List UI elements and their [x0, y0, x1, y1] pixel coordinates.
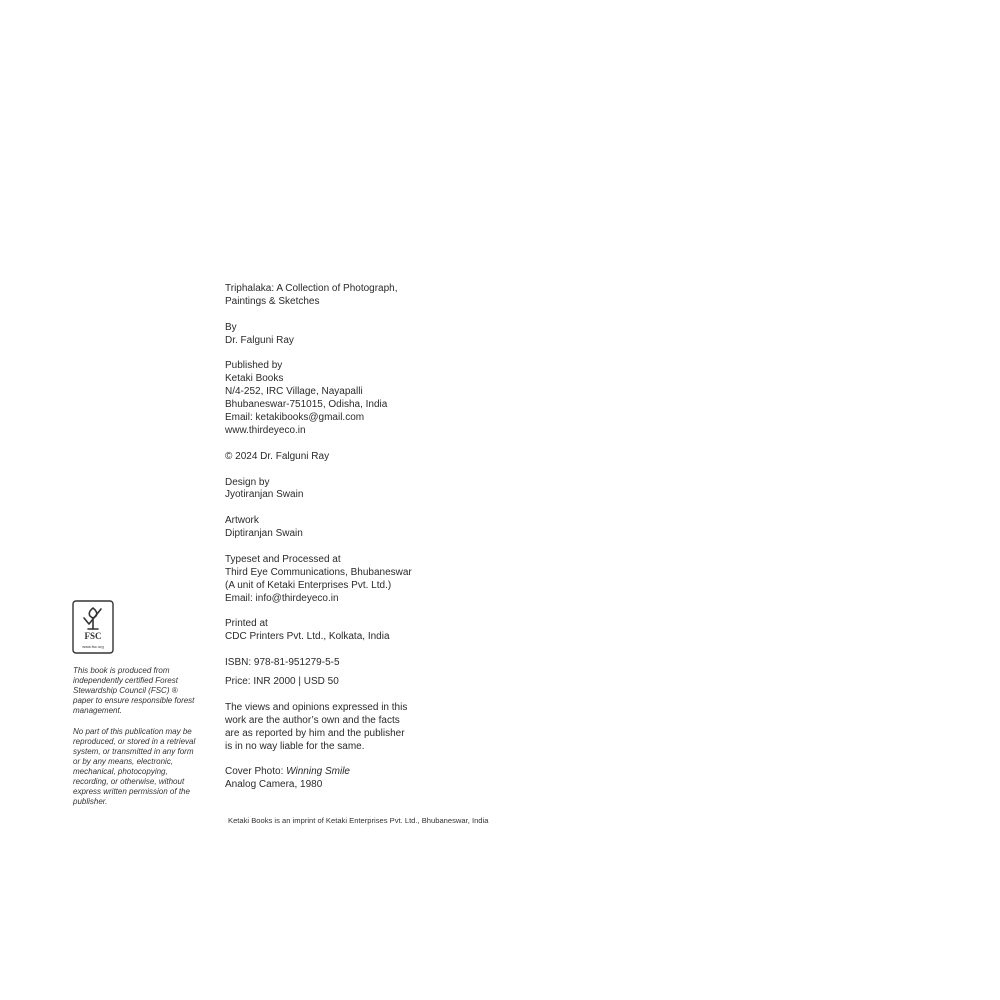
typeset-line-2: (A unit of Ketaki Enterprises Pvt. Ltd.) [225, 579, 392, 591]
rights-note: No part of this publication may be reproduced, or stored in a retrieval system, or transmitted in any form or by any means, electronic, mechanical, photocopying, recording, or otherwise, without express written permission of the publisher. [73, 726, 196, 807]
imprint-block [225, 283, 545, 792]
fsc-logo-label: FSC [84, 631, 102, 641]
book-title-line2: Paintings & Sketches [225, 295, 320, 307]
publisher-address-1: N/4-252, IRC Village, Nayapalli [225, 386, 363, 398]
publisher-address-2: Bhubaneswar-751015, Odisha, India [225, 399, 388, 411]
fsc-note: This book is produced from independently certified Forest Stewardship Council (FSC) ® paper to ensure responsible forest management. [73, 666, 195, 716]
fsc-logo-url: www.fsc.org [82, 644, 104, 649]
publisher-name: Ketaki Books [225, 373, 284, 385]
printed-label: Printed at [225, 618, 268, 630]
fsc-logo [72, 600, 114, 654]
disclaimer-line-4: is in no way liable for the same. [225, 740, 365, 752]
disclaimer-line-3: are as reported by him and the publisher [225, 727, 405, 739]
published-label: Published by [225, 360, 283, 372]
disclaimer-line-2: work are the author’s own and the facts [225, 714, 400, 726]
price-line: Price: INR 2000 | USD 50 [225, 676, 339, 688]
publisher-email: Email: ketakibooks@gmail.com [225, 412, 365, 424]
cover-photo-title: Winning Smile [286, 766, 350, 778]
printer-name: CDC Printers Pvt. Ltd., Kolkata, India [225, 631, 390, 643]
side-notes [73, 666, 198, 817]
artwork-label: Artwork [225, 515, 259, 527]
design-label: Design by [225, 476, 270, 488]
cover-photo-details: Analog Camera, 1980 [225, 779, 323, 791]
typeset-line-1: Third Eye Communications, Bhubaneswar [225, 566, 412, 578]
artist-name: Diptiranjan Swain [225, 528, 303, 540]
isbn-line: ISBN: 978-81-951279-5-5 [225, 657, 340, 669]
designer-name: Jyotiranjan Swain [225, 489, 304, 501]
typeset-email: Email: info@thirdeyeco.in [225, 592, 339, 604]
by-label: By [225, 321, 237, 333]
publisher-website: www.thirdeyeco.in [225, 424, 306, 436]
cover-photo-label: Cover Photo: [225, 766, 287, 778]
author-name: Dr. Falguni Ray [225, 334, 294, 346]
disclaimer-line-1: The views and opinions expressed in this [225, 701, 408, 713]
copyright-line: © 2024 Dr. Falguni Ray [225, 450, 330, 462]
cover-photo-line [225, 766, 545, 779]
fsc-tree-icon [84, 608, 101, 629]
book-title-line1: Triphalaka: A Collection of Photograph, [225, 283, 398, 294]
imprint-footer: Ketaki Books is an imprint of Ketaki Enterprises Pvt. Ltd., Bhubaneswar, India [228, 816, 489, 825]
typeset-label: Typeset and Processed at [225, 553, 341, 565]
